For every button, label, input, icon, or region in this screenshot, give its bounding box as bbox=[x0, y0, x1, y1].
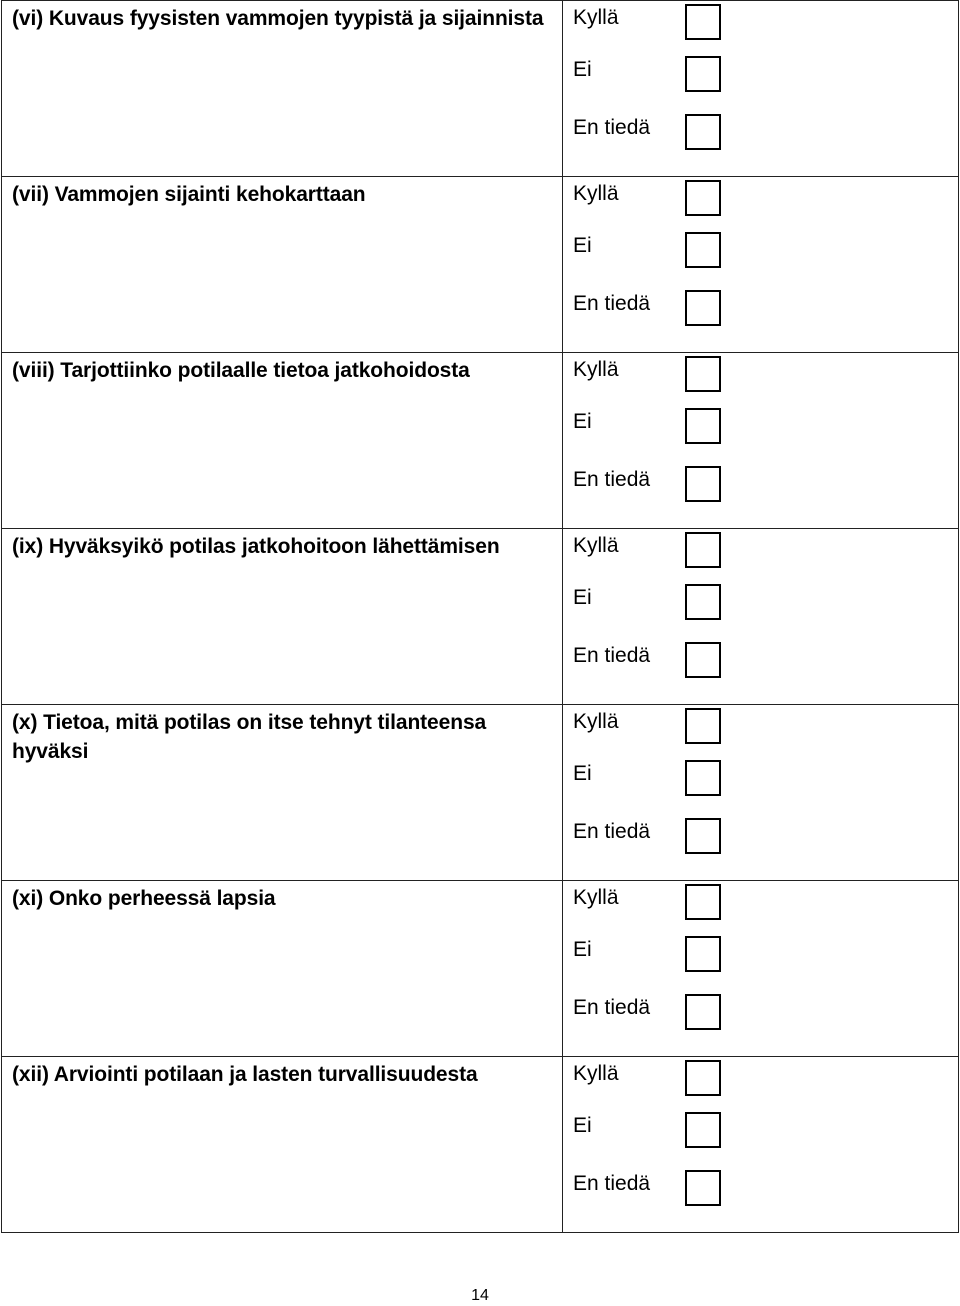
option-label-dont-know: En tiedä bbox=[573, 468, 651, 491]
option-label-yes: Kyllä bbox=[573, 710, 619, 733]
option-label-yes: Kyllä bbox=[573, 1062, 619, 1085]
checkbox-yes[interactable] bbox=[685, 4, 721, 40]
option-no bbox=[573, 933, 723, 973]
question-row bbox=[2, 705, 959, 881]
option-no bbox=[573, 581, 723, 621]
checkbox-dont-know[interactable] bbox=[685, 466, 721, 502]
checkbox-dont-know[interactable] bbox=[685, 818, 721, 854]
option-label-yes: Kyllä bbox=[573, 6, 619, 29]
answer-cell bbox=[563, 177, 959, 353]
answer-cell bbox=[563, 705, 959, 881]
question-cell bbox=[2, 1057, 563, 1233]
option-no bbox=[573, 405, 723, 445]
answer-cell bbox=[563, 1, 959, 177]
option-label-dont-know: En tiedä bbox=[573, 292, 651, 315]
option-dont-know bbox=[573, 463, 723, 503]
answer-cell bbox=[563, 881, 959, 1057]
checkbox-yes[interactable] bbox=[685, 356, 721, 392]
answer-options bbox=[563, 705, 958, 880]
question-text: (xii) Arviointi potilaan ja lasten turvallisuudesta bbox=[12, 1063, 478, 1086]
option-label-dont-know: En tiedä bbox=[573, 116, 651, 139]
question-cell bbox=[2, 705, 563, 881]
option-label-no: Ei bbox=[573, 938, 592, 961]
option-label-dont-know: En tiedä bbox=[573, 996, 651, 1019]
answer-options bbox=[563, 881, 958, 1056]
checkbox-yes[interactable] bbox=[685, 180, 721, 216]
option-no bbox=[573, 53, 723, 93]
option-label-no: Ei bbox=[573, 762, 592, 785]
option-label-yes: Kyllä bbox=[573, 534, 619, 557]
option-yes bbox=[573, 353, 723, 393]
question-row bbox=[2, 177, 959, 353]
question-text: (vii) Vammojen sijainti kehokarttaan bbox=[12, 183, 366, 206]
question-text: (ix) Hyväksyikö potilas jatkohoitoon lähettämisen bbox=[12, 535, 500, 558]
option-no bbox=[573, 1109, 723, 1149]
option-yes bbox=[573, 705, 723, 745]
page-number: 14 bbox=[471, 1287, 489, 1304]
answer-options bbox=[563, 353, 958, 528]
question-cell bbox=[2, 353, 563, 529]
answer-options bbox=[563, 1, 958, 176]
checkbox-yes[interactable] bbox=[685, 532, 721, 568]
question-row bbox=[2, 1057, 959, 1233]
option-dont-know bbox=[573, 815, 723, 855]
question-cell bbox=[2, 881, 563, 1057]
option-no bbox=[573, 757, 723, 797]
question-row bbox=[2, 881, 959, 1057]
checkbox-dont-know[interactable] bbox=[685, 290, 721, 326]
option-label-no: Ei bbox=[573, 410, 592, 433]
checkbox-dont-know[interactable] bbox=[685, 1170, 721, 1206]
question-cell bbox=[2, 1, 563, 177]
answer-cell bbox=[563, 1057, 959, 1233]
checkbox-no[interactable] bbox=[685, 408, 721, 444]
option-dont-know bbox=[573, 991, 723, 1031]
checkbox-no[interactable] bbox=[685, 1112, 721, 1148]
answer-options bbox=[563, 529, 958, 704]
answer-cell bbox=[563, 529, 959, 705]
question-cell bbox=[2, 177, 563, 353]
option-no bbox=[573, 229, 723, 269]
answer-options bbox=[563, 1057, 958, 1232]
option-label-dont-know: En tiedä bbox=[573, 644, 651, 667]
question-cell bbox=[2, 529, 563, 705]
option-label-dont-know: En tiedä bbox=[573, 820, 651, 843]
questionnaire-table bbox=[1, 0, 959, 1233]
option-label-no: Ei bbox=[573, 234, 592, 257]
option-yes bbox=[573, 1, 723, 41]
option-label-yes: Kyllä bbox=[573, 182, 619, 205]
option-yes bbox=[573, 1057, 723, 1097]
checkbox-yes[interactable] bbox=[685, 1060, 721, 1096]
question-text: (x) Tietoa, mitä potilas on itse tehnyt tilanteensa hyväksi bbox=[12, 711, 487, 763]
option-dont-know bbox=[573, 1167, 723, 1207]
checkbox-yes[interactable] bbox=[685, 884, 721, 920]
option-label-yes: Kyllä bbox=[573, 886, 619, 909]
answer-options bbox=[563, 177, 958, 352]
checkbox-no[interactable] bbox=[685, 232, 721, 268]
checkbox-yes[interactable] bbox=[685, 708, 721, 744]
question-row bbox=[2, 353, 959, 529]
checkbox-no[interactable] bbox=[685, 936, 721, 972]
question-text: (vi) Kuvaus fyysisten vammojen tyypistä ja sijainnista bbox=[12, 7, 544, 30]
checkbox-no[interactable] bbox=[685, 584, 721, 620]
checkbox-dont-know[interactable] bbox=[685, 114, 721, 150]
question-row bbox=[2, 1, 959, 177]
checkbox-no[interactable] bbox=[685, 760, 721, 796]
option-label-yes: Kyllä bbox=[573, 358, 619, 381]
option-yes bbox=[573, 177, 723, 217]
option-label-no: Ei bbox=[573, 586, 592, 609]
option-dont-know bbox=[573, 639, 723, 679]
option-label-no: Ei bbox=[573, 1114, 592, 1137]
question-text: (xi) Onko perheessä lapsia bbox=[12, 887, 276, 910]
option-dont-know bbox=[573, 111, 723, 151]
checkbox-no[interactable] bbox=[685, 56, 721, 92]
question-text: (viii) Tarjottiinko potilaalle tietoa jatkohoidosta bbox=[12, 359, 470, 382]
checkbox-dont-know[interactable] bbox=[685, 642, 721, 678]
option-label-dont-know: En tiedä bbox=[573, 1172, 651, 1195]
option-yes bbox=[573, 529, 723, 569]
option-yes bbox=[573, 881, 723, 921]
checkbox-dont-know[interactable] bbox=[685, 994, 721, 1030]
question-row bbox=[2, 529, 959, 705]
answer-cell bbox=[563, 353, 959, 529]
option-label-no: Ei bbox=[573, 58, 592, 81]
option-dont-know bbox=[573, 287, 723, 327]
